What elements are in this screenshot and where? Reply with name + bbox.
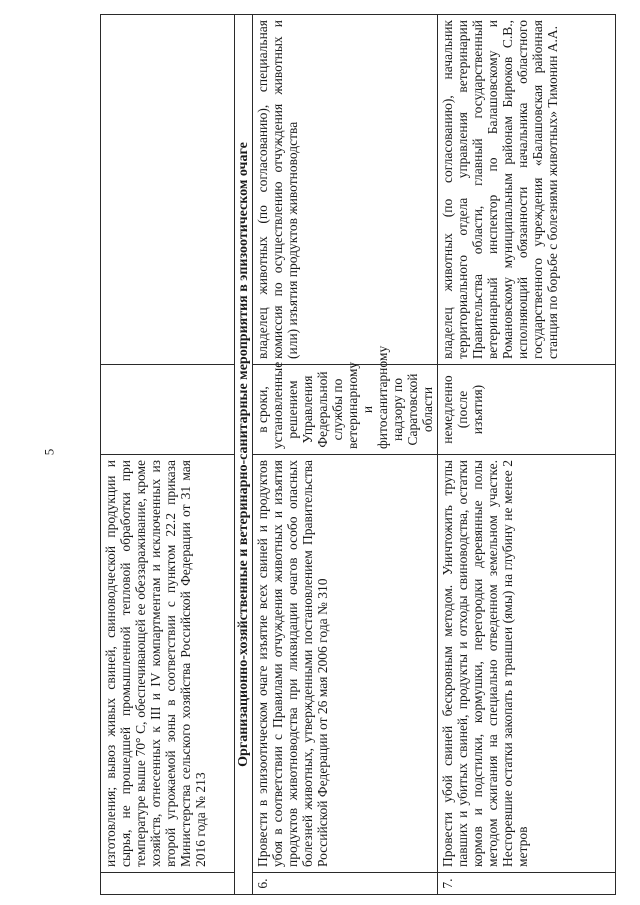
measure-cell: изготовления; вывоз живых свиней, свиноводческой продукции и сырья, не прошедшей промышленной тепловой обработки при температуре выше 70° С, обеспечивающей ее обеззараживание, кроме хозяйств, отнесенных к III и IV компартментам и исключенных из второй угрожаемой зоны в соответствии с пунктом 22.2 приказа Министерства сельского хозяйства Российской Федерации от 31 мая 2016 года № 213 bbox=[101, 455, 235, 873]
table-row bbox=[253, 15, 438, 895]
deadline-cell bbox=[101, 365, 235, 455]
measures-table bbox=[100, 14, 616, 895]
section-title: Организационно-хозяйственные и ветеринарно-санитарные мероприятия в эпизоотическом очаге bbox=[235, 15, 253, 895]
responsible-cell: владелец животных (по согласованию), начальник территориального отдела управления ветеринарии Правительства области, главный государственный ветеринарный инспектор по Балашовскому и Романовскому муниципальным районам Бирюков С.В., исполняющий обязанности начальника областного государственного учреждения «Балашовская районная станция по борьбе с болезнями животных» Тимонин А.А. bbox=[438, 15, 616, 365]
row-number: 7. bbox=[438, 873, 616, 895]
row-number: 6. bbox=[253, 873, 438, 895]
section-header-row bbox=[235, 15, 253, 895]
measure-cell: Провести убой свиней бескровным методом. Уничтожить трупы павших и убитых свиней, продукты и отходы свиноводства, остатки кормов и подстилки, кормушки, перегородки деревянные полы методом сжигания на специально отведенном земельном участке. Несгоревшие остатки закопать в траншеи (ямы) на глубину не менее 2 метров bbox=[438, 455, 616, 873]
table-row bbox=[101, 15, 235, 895]
deadline-cell: немедленно (после изъятия) bbox=[438, 365, 616, 455]
responsible-cell bbox=[101, 15, 235, 365]
responsible-cell: владелец животных (по согласованию), специальная комиссия по осуществлению отчуждения животных и (или) изъятия продуктов животноводства bbox=[253, 15, 438, 365]
row-number bbox=[101, 873, 235, 895]
table-row bbox=[438, 15, 616, 895]
rotated-table-container bbox=[100, 15, 602, 895]
measure-cell: Провести в эпизоотическом очаге изъятие всех свиней и продуктов убоя в соответствии с Правилами отчуждения животных и изъятия продуктов животноводства при ликвидации очагов особо опасных болезней животных, утвержденными постановлением Правительства Российской Федерации от 26 мая 2006 года № 310 bbox=[253, 455, 438, 873]
page-number: 5 bbox=[41, 448, 57, 456]
deadline-cell: в сроки, установленные решением Управления Федеральной службы по ветеринарному и фитосанитарному надзору по Саратовской области bbox=[253, 365, 438, 455]
